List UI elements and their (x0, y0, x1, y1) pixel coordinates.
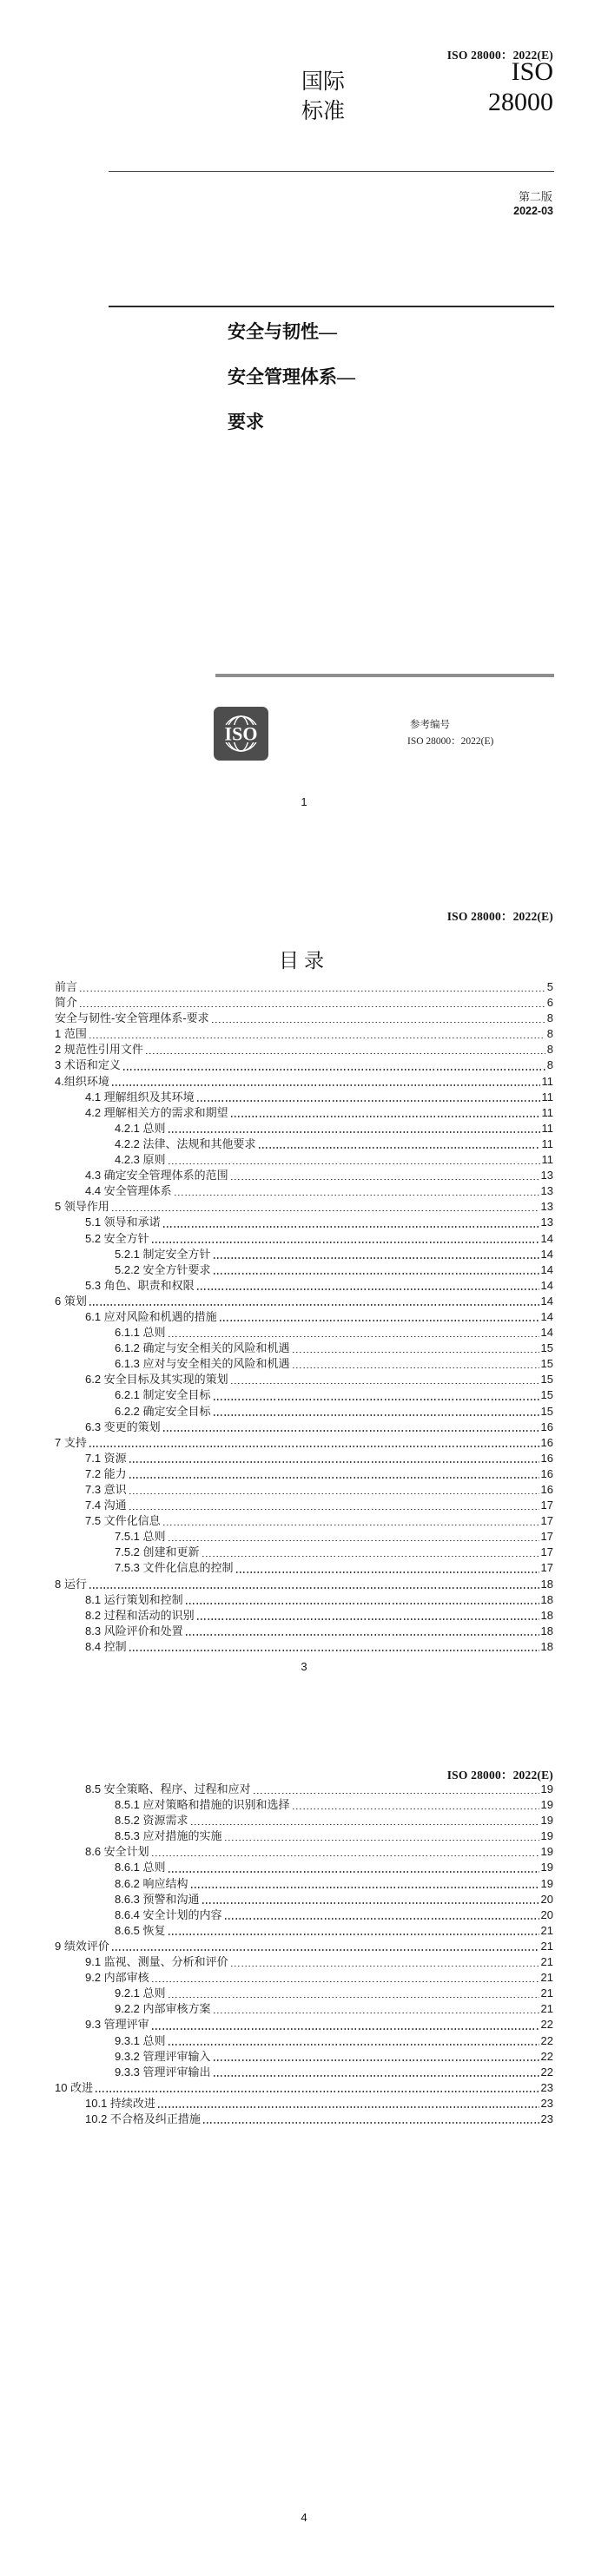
toc-entry-label: 8.6.2 响应结构 (115, 1876, 188, 1890)
toc-entry[interactable] (55, 1545, 553, 1560)
toc-entry-label: 7.1 资源 (85, 1451, 127, 1465)
toc-entry-label: 6.1.3 应对与安全相关的风险和机遇 (115, 1357, 290, 1371)
toc-entry-label: 8.5.1 应对策略和措施的识别和选择 (115, 1798, 290, 1812)
toc-entry[interactable] (55, 1341, 553, 1356)
toc-leader-dots (169, 1997, 539, 1999)
toc-entry[interactable] (55, 1939, 553, 1954)
toc-entry-page: 19 (540, 1861, 553, 1874)
toc-entry-label: 4.3 确定安全管理体系的范围 (85, 1169, 228, 1183)
toc-entry-label: 9.2 内部审核 (85, 1971, 149, 1985)
toc-leader-dots (169, 1163, 540, 1165)
toc-entry-page: 23 (540, 2080, 553, 2094)
toc-entry-page: 6 (546, 996, 553, 1010)
toc-entry-page: 11 (541, 1090, 553, 1104)
toc-entry[interactable] (55, 1529, 553, 1545)
toc-entry-page: 13 (540, 1184, 553, 1198)
toc-page1-doc-reference: ISO 28000：2022(E) (446, 910, 553, 923)
toc-entry-label: 8.2 过程和活动的识别 (85, 1608, 195, 1622)
toc-entry[interactable] (55, 1152, 553, 1168)
toc-entry-label: 7.5.3 文件化信息的控制 (115, 1561, 234, 1575)
toc-entry-label: 4.4 安全管理体系 (85, 1184, 172, 1198)
toc-leader-dots (212, 1022, 545, 1024)
toc-entry[interactable] (55, 995, 553, 1011)
toc-entry[interactable] (55, 1372, 553, 1387)
toc-leader-dots (259, 1147, 540, 1149)
toc-entry-page: 11 (541, 1074, 553, 1088)
toc-entry[interactable] (55, 1451, 553, 1466)
toc-entry-label: 简介 (55, 996, 78, 1010)
toc-entry[interactable] (55, 1592, 553, 1608)
toc-entry-label: 6 策划 (55, 1294, 87, 1308)
toc-entry[interactable] (55, 1844, 553, 1860)
toc-leader-dots (191, 1887, 539, 1888)
toc-entry-page: 19 (540, 1829, 553, 1843)
toc-leader-dots (169, 1131, 540, 1133)
toc-entry-page: 14 (540, 1278, 553, 1292)
toc-entry[interactable] (55, 1498, 553, 1513)
toc-entry[interactable] (55, 1404, 553, 1420)
toc-entry-page: 20 (540, 1892, 553, 1906)
toc-entry-label: 7.2 能力 (85, 1466, 127, 1480)
toc-entry[interactable] (55, 1309, 553, 1325)
toc-entry-page: 15 (540, 1357, 553, 1371)
toc-entry-page: 18 (540, 1608, 553, 1622)
toc-entry[interactable] (55, 1513, 553, 1529)
toc-entry[interactable] (55, 1074, 553, 1090)
toc-leader-dots (89, 1304, 539, 1306)
toc-leader-dots (186, 1634, 539, 1636)
toc-entry[interactable] (55, 1986, 553, 2001)
toc-entry[interactable] (55, 1420, 553, 1435)
toc-entry-page: 11 (541, 1121, 553, 1135)
document-title-line1: 安全与韧性— (228, 321, 337, 342)
toc-entry[interactable] (55, 1247, 553, 1262)
toc-entry-page: 17 (540, 1514, 553, 1528)
toc-entry-page: 15 (540, 1373, 553, 1387)
toc-entry-label: 10 改进 (55, 2080, 94, 2094)
document-title-line3: 要求 (228, 412, 264, 432)
toc-leader-dots (214, 1414, 539, 1416)
document-title-line2: 安全管理体系— (228, 366, 355, 387)
toc-entry[interactable] (55, 2065, 553, 2080)
toc-entry-label: 7.5 文件化信息 (85, 1514, 161, 1528)
toc-entry[interactable] (55, 1278, 553, 1294)
standard-number: 28000 (488, 88, 553, 116)
toc-entry-label: 6.1.1 总则 (115, 1326, 166, 1340)
toc-leader-dots (202, 1902, 539, 1904)
toc-leader-dots (231, 1383, 539, 1385)
toc-entry-label: 4.2 理解相关方的需求和期望 (85, 1105, 228, 1119)
toc-entry-label: 9.2.2 内部审核方案 (115, 2002, 211, 2016)
toc-entry[interactable] (55, 1057, 553, 1073)
toc-leader-dots (152, 1855, 539, 1857)
toc-leader-dots (129, 1477, 539, 1479)
toc-entry-page: 19 (540, 1798, 553, 1812)
toc-entry-label: 安全与韧性-安全管理体系-要求 (55, 1011, 209, 1025)
toc-entry-page: 8 (546, 1043, 553, 1057)
toc-entry-label: 8.6.1 总则 (115, 1861, 166, 1874)
toc-entry-label: 前言 (55, 980, 78, 993)
toc-leader-dots (169, 2044, 539, 2046)
toc-leader-dots (293, 1808, 539, 1810)
toc-entry-label: 9.2.1 总则 (115, 1986, 166, 2000)
toc-entry-label: 5.1 领导和承诺 (85, 1216, 161, 1229)
toc-entry[interactable] (55, 1577, 553, 1592)
toc-entry-page: 19 (540, 1845, 553, 1859)
toc-entry-page: 21 (540, 1923, 553, 1937)
toc-entry-page: 8 (546, 1011, 553, 1025)
toc-entry-page: 17 (540, 1499, 553, 1512)
toc-entry-label: 3 术语和定义 (55, 1058, 121, 1072)
toc-entry-label: 8.6.3 预警和沟通 (115, 1892, 200, 1906)
toc-entry[interactable] (55, 1262, 553, 1278)
toc-entry[interactable] (55, 1121, 553, 1136)
toc-entry[interactable] (55, 2001, 553, 2017)
toc-entry-label: 9 绩效评价 (55, 1939, 109, 1953)
toc-entry[interactable] (55, 2017, 553, 2032)
toc-leader-dots (214, 1257, 539, 1259)
toc-entry[interactable] (55, 1970, 553, 1986)
toc-entry-label: 7 支持 (55, 1435, 87, 1449)
toc-leader-dots (112, 1210, 539, 1212)
reference-caption: 参考编号 (410, 720, 450, 730)
toc-entry-page: 14 (540, 1326, 553, 1340)
toc-entry-label: 4.2.2 法律、法规和其他要求 (115, 1136, 256, 1150)
toc-entry-label: 2 规范性引用文件 (55, 1043, 143, 1057)
toc-entry[interactable] (55, 1105, 553, 1121)
org-name-zh-line1: 国际 (301, 70, 346, 94)
toc-entry-label: 9.3 管理评审 (85, 2018, 149, 2032)
toc-leader-dots (197, 1100, 540, 1102)
reference-number: ISO 28000：2022(E) (407, 736, 494, 747)
toc-entry[interactable] (55, 1954, 553, 1970)
toc-entry-page: 23 (540, 2112, 553, 2125)
toc-leader-dots (123, 1069, 545, 1071)
toc-leader-dots (80, 991, 545, 992)
toc-entry-page: 23 (540, 2096, 553, 2110)
toc-leader-dots (112, 1949, 539, 1951)
toc-leader-dots (293, 1367, 539, 1369)
toc-entry-label: 9.1 监视、测量、分析和评价 (85, 1955, 228, 1969)
toc-leader-dots (80, 1006, 545, 1008)
toc-entry[interactable] (55, 2096, 553, 2112)
toc-entry-label: 7.3 意识 (85, 1483, 127, 1496)
toc-entry[interactable] (55, 1136, 553, 1152)
toc-entry-page: 11 (541, 1105, 553, 1119)
toc-entry-label: 8.6 安全计划 (85, 1845, 149, 1859)
toc-entry-page: 19 (540, 1814, 553, 1828)
toc-leader-dots (225, 1840, 539, 1841)
toc-entry-page: 18 (540, 1592, 553, 1606)
toc-entry-label: 8.5.2 资源需求 (115, 1814, 188, 1828)
toc-entry-label: 4.组织环境 (55, 1074, 109, 1088)
toc-entry[interactable] (55, 1199, 553, 1215)
toc-entry-label: 6.1.2 确定与安全相关的风险和机遇 (115, 1341, 290, 1355)
toc-list-page2 (55, 1782, 553, 2127)
toc-leader-dots (146, 1053, 545, 1055)
toc-entry-page: 8 (546, 1027, 553, 1041)
toc-leader-dots (203, 2122, 539, 2124)
toc-entry-page: 13 (540, 1216, 553, 1229)
toc-entry-label: 4.2.1 总则 (115, 1121, 166, 1135)
org-name-zh-line2: 标准 (301, 100, 346, 123)
toc-entry[interactable] (55, 1294, 553, 1309)
cover-header-rule (109, 171, 554, 172)
toc-entry-page: 14 (540, 1294, 553, 1308)
toc-leader-dots (129, 1650, 539, 1651)
toc-entry-label: 8.5 安全策略、程序、过程和应对 (85, 1782, 251, 1795)
toc-entry-page: 20 (540, 1907, 553, 1921)
toc-entry-label: 7.5.1 总则 (115, 1530, 166, 1544)
toc-entry-label: 10.1 持续改进 (85, 2096, 155, 2110)
toc-leader-dots (129, 1493, 539, 1495)
toc-entry-page: 14 (540, 1247, 553, 1261)
toc-entry-page: 15 (540, 1404, 553, 1418)
toc-entry-label: 4.1 理解组织及其环境 (85, 1090, 195, 1104)
toc-entry[interactable] (55, 2049, 553, 2065)
toc-entry[interactable] (55, 2112, 553, 2127)
edition-date: 2022-03 (513, 205, 553, 217)
toc-entry[interactable] (55, 1923, 553, 1939)
toc-leader-dots (186, 1603, 539, 1604)
toc-entry[interactable] (55, 1356, 553, 1372)
toc-entry-page: 13 (540, 1169, 553, 1183)
toc-entry-page: 21 (540, 1986, 553, 2000)
toc-entry[interactable] (55, 1482, 553, 1498)
toc-entry[interactable] (55, 1435, 553, 1451)
toc-entry-page: 14 (540, 1262, 553, 1276)
toc-entry-page: 22 (540, 2065, 553, 2079)
toc-entry[interactable] (55, 1639, 553, 1655)
toc-page2-doc-reference: ISO 28000：2022(E) (446, 1769, 553, 1782)
toc-entry-page: 16 (540, 1466, 553, 1480)
toc-entry[interactable] (55, 1183, 553, 1199)
toc-entry[interactable] (55, 1560, 553, 1576)
toc-leader-dots (169, 1934, 539, 1935)
toc-leader-dots (152, 2028, 539, 2030)
toc-leader-dots (197, 1618, 539, 1620)
cover-doc-reference: ISO 28000：2022(E) (446, 49, 553, 62)
toc-entry-label: 9.3.1 总则 (115, 2033, 166, 2047)
toc-entry-page: 18 (540, 1639, 553, 1653)
toc-leader-dots (202, 1556, 539, 1558)
toc-leader-dots (191, 1824, 539, 1826)
toc-entry[interactable] (55, 979, 553, 995)
toc-entry-page: 14 (540, 1231, 553, 1245)
iso-logo-text: ISO (224, 722, 258, 745)
toc-entry-label: 6.2 安全目标及其实现的策划 (85, 1373, 228, 1387)
toc-entry-label: 10.2 不合格及纠正措施 (85, 2112, 201, 2125)
toc-entry-page: 21 (540, 2002, 553, 2016)
toc-leader-dots (197, 1288, 539, 1290)
toc-entry-label: 6.3 变更的策划 (85, 1420, 161, 1433)
toc-entry[interactable] (55, 1011, 553, 1026)
toc-leader-dots (225, 1918, 539, 1920)
toc-list-page1 (55, 979, 553, 1655)
toc-leader-dots (214, 1399, 539, 1400)
toc-entry-label: 8.3 风险评价和处置 (85, 1624, 183, 1637)
toc-entry-label: 5.2 安全方针 (85, 1231, 149, 1245)
toc-leader-dots (214, 1273, 539, 1275)
toc-entry-label: 9.3.3 管理评审输出 (115, 2065, 211, 2079)
toc-entry-page: 11 (541, 1153, 553, 1167)
toc-leader-dots (129, 1461, 539, 1463)
toc-entry-page: 17 (540, 1530, 553, 1544)
toc-leader-dots (231, 1966, 539, 1967)
toc-entry[interactable] (55, 1876, 553, 1892)
iso-logo (214, 707, 268, 761)
toc-entry-label: 8.1 运行策划和控制 (85, 1592, 183, 1606)
toc-entry[interactable] (55, 1325, 553, 1341)
toc-entry-page: 21 (540, 1955, 553, 1969)
toc-entry-page: 21 (540, 1939, 553, 1953)
toc-leader-dots (169, 1871, 539, 1873)
toc-entry-page: 8 (546, 1058, 553, 1072)
toc-entry-label: 8.6.5 恢复 (115, 1923, 166, 1937)
toc-entry[interactable] (55, 1466, 553, 1482)
toc-entry-page: 19 (540, 1782, 553, 1795)
toc-leader-dots (89, 1038, 545, 1039)
toc-entry-label: 5.2.1 制定安全方针 (115, 1247, 211, 1261)
toc-entry-label: 4.2.3 原则 (115, 1153, 166, 1167)
toc-entry-page: 17 (540, 1561, 553, 1575)
toc-entry-page: 11 (541, 1136, 553, 1150)
toc-entry-page: 14 (540, 1309, 553, 1323)
toc-leader-dots (293, 1352, 539, 1354)
toc-entry-label: 8.6.4 安全计划的内容 (115, 1907, 222, 1921)
toc-leader-dots (163, 1430, 539, 1432)
toc-entry-label: 6.2.1 制定安全目标 (115, 1388, 211, 1402)
toc-entry[interactable] (55, 2033, 553, 2049)
toc-entry-page: 5 (546, 980, 553, 993)
toc-entry-label: 5.3 角色、职责和权限 (85, 1278, 195, 1292)
toc-entry-page: 18 (540, 1577, 553, 1591)
toc-entry-page: 13 (540, 1200, 553, 1214)
toc-entry[interactable] (55, 1026, 553, 1042)
toc-leader-dots (169, 1336, 539, 1338)
toc-leader-dots (96, 2091, 539, 2092)
toc-entry-page: 17 (540, 1545, 553, 1559)
toc-entry[interactable] (55, 1231, 553, 1247)
toc-leader-dots (220, 1320, 539, 1321)
toc-leader-dots (112, 1084, 540, 1086)
toc-entry[interactable] (55, 1813, 553, 1828)
toc-entry[interactable] (55, 1624, 553, 1639)
toc-entry-page: 16 (540, 1435, 553, 1449)
toc-entry-page: 15 (540, 1341, 553, 1355)
toc-entry-label: 6.2.2 确定安全目标 (115, 1404, 211, 1418)
toc-entry[interactable] (55, 1215, 553, 1230)
toc-entry-page: 15 (540, 1388, 553, 1402)
toc-title: 目录 (279, 950, 329, 972)
page-number-1: 1 (301, 795, 307, 808)
toc-entry-label: 9.3.2 管理评审输入 (115, 2049, 211, 2063)
toc-leader-dots (236, 1571, 539, 1573)
toc-entry-label: 7.5.2 创建和更新 (115, 1545, 200, 1559)
toc-entry[interactable] (55, 2080, 553, 2096)
toc-entry-page: 22 (540, 2049, 553, 2063)
toc-leader-dots (163, 1525, 539, 1526)
toc-entry[interactable] (55, 1608, 553, 1624)
toc-entry-label: 8.5.3 应对措施的实施 (115, 1829, 222, 1843)
toc-entry[interactable] (55, 1782, 553, 1797)
page-number-4: 4 (301, 2511, 307, 2524)
page-number-3: 3 (301, 1660, 307, 1673)
toc-entry[interactable] (55, 1828, 553, 1844)
edition-label: 第二版 (518, 190, 552, 203)
toc-entry[interactable] (55, 1860, 553, 1875)
toc-entry-label: 8.4 控制 (85, 1639, 127, 1653)
toc-entry-page: 21 (540, 1971, 553, 1985)
toc-entry-label: 6.1 应对风险和机遇的措施 (85, 1309, 217, 1323)
toc-leader-dots (158, 2106, 539, 2108)
cover-footer-rule (215, 674, 554, 677)
toc-entry-label: 1 范围 (55, 1027, 87, 1041)
cover-title-rule (109, 306, 554, 307)
toc-leader-dots (214, 2075, 539, 2077)
toc-leader-dots (175, 1195, 539, 1196)
toc-entry-page: 19 (540, 1876, 553, 1890)
toc-entry[interactable] (55, 1892, 553, 1907)
toc-leader-dots (231, 1179, 539, 1181)
toc-leader-dots (231, 1116, 540, 1117)
toc-entry[interactable] (55, 1797, 553, 1813)
toc-leader-dots (163, 1226, 539, 1228)
toc-entry-label: 5.2.2 安全方针要求 (115, 1262, 211, 1276)
toc-leader-dots (214, 2059, 539, 2061)
toc-entry[interactable] (55, 1042, 553, 1057)
toc-entry[interactable] (55, 1090, 553, 1105)
toc-leader-dots (129, 1509, 539, 1511)
toc-leader-dots (254, 1793, 539, 1795)
toc-entry-page: 22 (540, 2033, 553, 2047)
toc-entry-label: 5 领导作用 (55, 1200, 109, 1214)
toc-leader-dots (152, 1981, 539, 1983)
toc-leader-dots (89, 1446, 539, 1447)
toc-leader-dots (214, 2013, 539, 2014)
toc-entry-page: 18 (540, 1624, 553, 1637)
toc-entry-label: 7.4 沟通 (85, 1499, 127, 1512)
toc-leader-dots (169, 1540, 539, 1542)
toc-entry-page: 22 (540, 2018, 553, 2032)
toc-entry[interactable] (55, 1387, 553, 1403)
toc-leader-dots (152, 1242, 539, 1243)
toc-entry-page: 16 (540, 1420, 553, 1433)
toc-entry[interactable] (55, 1168, 553, 1183)
toc-entry-page: 16 (540, 1451, 553, 1465)
org-name-en-line1: ISO (511, 57, 553, 86)
toc-entry-page: 16 (540, 1483, 553, 1496)
toc-entry-label: 8 运行 (55, 1577, 87, 1591)
toc-leader-dots (89, 1587, 539, 1589)
toc-entry[interactable] (55, 1907, 553, 1923)
